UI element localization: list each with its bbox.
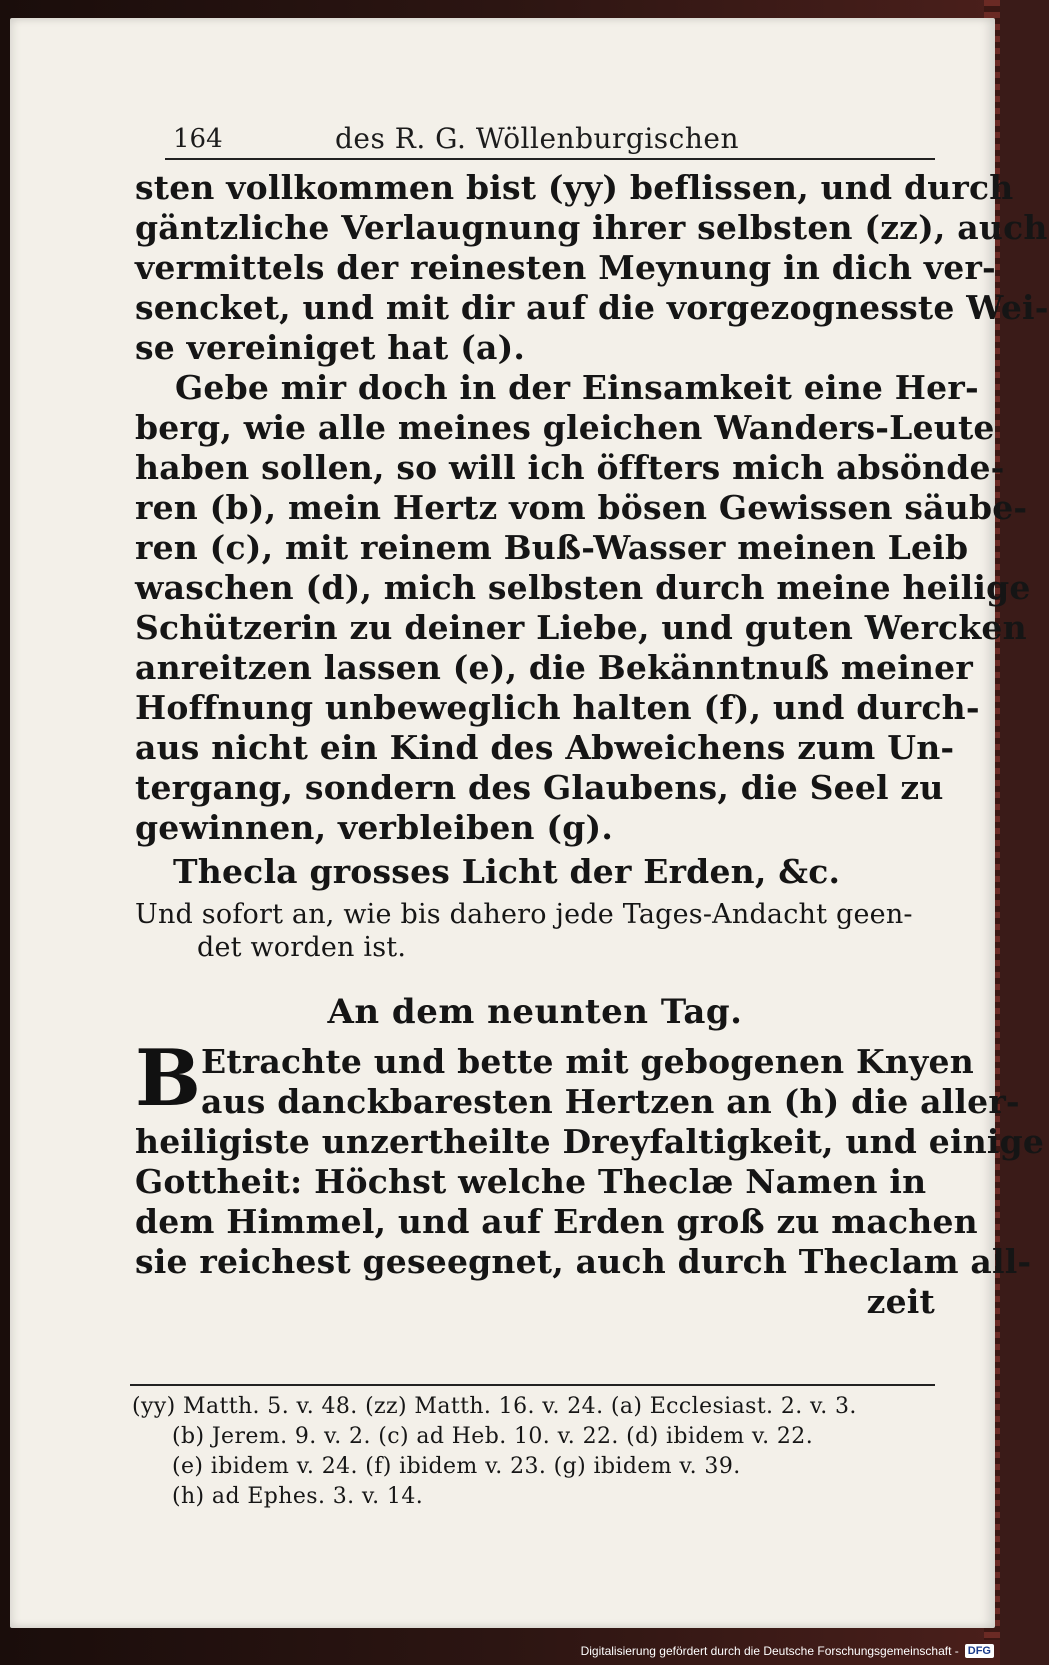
text-line: Gottheit: Höchst welche Theclæ Namen in: [135, 1162, 927, 1201]
text-line: aus danckbaresten Hertzen an (h) die aller-: [201, 1082, 1020, 1121]
text-line: vermittels der reinesten Meynung in dich ver-: [135, 248, 996, 287]
note-line: Und sofort an, wie bis dahero jede Tages-Andacht geen-: [135, 899, 913, 930]
drop-cap: B: [135, 1033, 201, 1124]
text-line: Hoffnung unbeweglich halten (f), und durch-: [135, 688, 980, 727]
text-line: Gebe mir doch in der Einsamkeit eine Her-: [175, 368, 979, 407]
digitization-credit: [581, 1641, 994, 1661]
footnote-line: (e) ibidem v. 24. (f) ibidem v. 23. (g) ibidem v. 39.: [172, 1454, 741, 1479]
footnote-line: (h) ad Ephes. 3. v. 14.: [172, 1484, 424, 1509]
text-line: heiligiste unzertheilte Dreyfaltigkeit, und einige: [135, 1122, 1045, 1161]
note-line: det worden ist.: [197, 932, 407, 963]
text-line: haben sollen, so will ich öffters mich absönde-: [135, 448, 1005, 487]
main-text: [135, 168, 1049, 1322]
text-line: sten vollkommen bist (yy) beflissen, und durch: [135, 168, 1014, 207]
text-line: Etrachte und bette mit gebogenen Knyen: [201, 1042, 974, 1081]
running-title: des R. G. Wöllenburgischen: [335, 122, 739, 155]
book-page: [10, 18, 1049, 1628]
running-head: [165, 118, 935, 160]
text-line: aus nicht ein Kind des Abweichens zum Un-: [135, 728, 955, 767]
text-line: sencket, und mit dir auf die vorgezognesste Wei-: [135, 288, 1049, 327]
text-line: tergang, sondern des Glaubens, die Seel zu: [135, 768, 944, 807]
text-line: waschen (d), mich selbsten durch meine heilige: [135, 568, 1031, 607]
rubric-note: [135, 898, 935, 964]
footnote-line: (yy) Matth. 5. v. 48. (zz) Matth. 16. v. 24. (a) Ecclesiast. 2. v. 3.: [132, 1394, 857, 1419]
catchword: zeit: [866, 1282, 935, 1321]
paragraph-3: [135, 1033, 1045, 1322]
credit-text: Digitalisierung gefördert durch die Deutsche Forschungsgemeinschaft -: [580, 1644, 959, 1658]
text-line: ren (b), mein Hertz vom bösen Gewissen säube-: [135, 488, 1028, 527]
text-line: Schützerin zu deiner Liebe, und guten Wercken: [135, 608, 1027, 647]
text-line: se vereiniget hat (a).: [135, 328, 526, 367]
text-line: ren (c), mit reinem Buß-Wasser meinen Leib: [135, 528, 969, 567]
text-line: gäntzliche Verlaugnung ihrer selbsten (zz), auch: [135, 208, 1048, 247]
footnote-line: (b) Jerem. 9. v. 2. (c) ad Heb. 10. v. 22. (d) ibidem v. 22.: [172, 1424, 814, 1449]
text-line: anreitzen lassen (e), die Bekänntnuß meiner: [135, 648, 973, 687]
closing-line: Thecla grosses Licht der Erden, &c.: [173, 852, 841, 891]
footnote-rule: [130, 1384, 935, 1386]
paragraph-1: [135, 168, 1049, 368]
section-heading: An dem neunten Tag.: [327, 992, 743, 1032]
text-line: dem Himmel, und auf Erden groß zu machen: [135, 1202, 978, 1241]
footnotes: [132, 1392, 937, 1512]
text-line: gewinnen, verbleiben (g).: [135, 808, 614, 847]
dfg-logo-icon: DFG: [965, 1644, 994, 1658]
text-line: sie reichest geseegnet, auch durch Theclam all-: [135, 1242, 1032, 1281]
text-line: berg, wie alle meines gleichen Wanders-Leute: [135, 408, 995, 447]
paragraph-2: [135, 368, 1031, 848]
page-number: 164: [173, 124, 223, 154]
